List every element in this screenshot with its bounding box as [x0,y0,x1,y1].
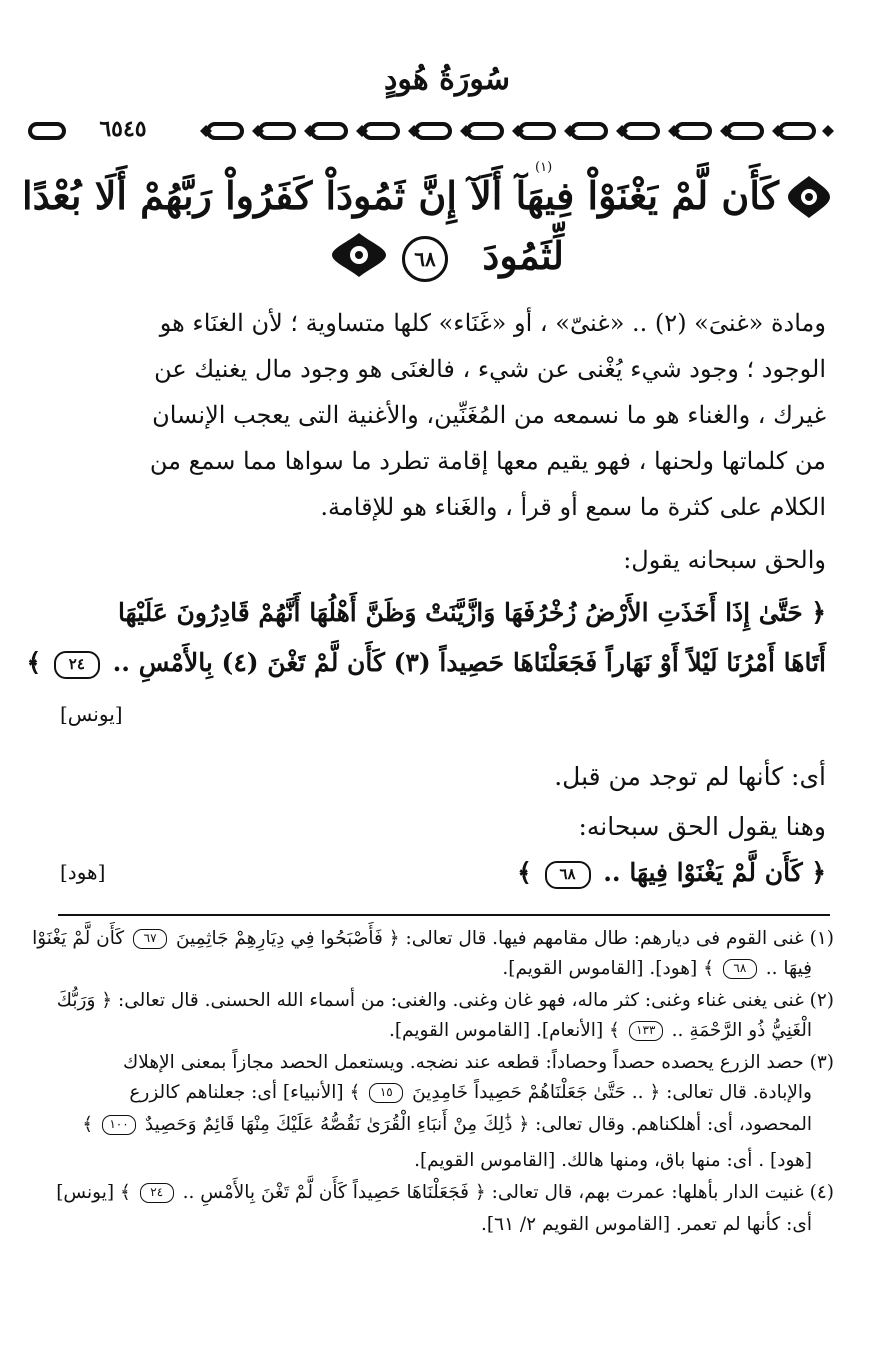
footnote-separator [58,914,830,916]
verse-footnote-marker: (١) [535,160,553,175]
commentary-paragraph [60,300,826,530]
footnote-ayah-number: ١٥ [369,1083,403,1103]
verse-end-flourish-icon [328,230,390,280]
paragraph-line: غيرك ، والغناء هو ما نسمعه من المُغَنِّين، والأغنية التى يعجب الإنسان [152,401,826,429]
quote1-ayah-number: ٢٤ [54,651,100,679]
quote1-reference: [يونس] [60,702,123,726]
footnote-text: (٢) غنى يغنى غناء وغنى: كثر ماله، فهو غان وغنى. والغنى: من أسماء الله الحسنى. قال تعالى: ﴿ وَرَبُّكَ [56,990,834,1011]
footnote-2-line-1 [48,990,834,1011]
paragraph-line: ومادة «غنىَ» (٢) .. «غنىّ» ، أو «غَنَاء» كلها متساوية ؛ لأن الغنَاء هو [159,309,826,337]
ayah-number: ٦٨ [402,236,448,282]
footnote-3-line-2 [48,1082,812,1103]
footnote-text: [هود] . أى: منها باق، ومنها هالك. [القاموس القويم]. [414,1150,812,1171]
footnote-text: ﴾ [هود]. [القاموس القويم]. [502,958,714,979]
footnote-ayah-number: ٢٤ [140,1183,174,1203]
paragraph-line: من كلماتها ولحنها ، فهو يقيم معها إقامة تطرد ما سواها مما سمع من [149,447,826,475]
verse-ayah-mark [396,236,454,282]
intro-text-2: وهنا يقول الحق سبحانه: [578,812,826,841]
footnote-text: (٣) حصد الزرع يحصده حصداً وحصاداً: قطعه عند نضجه. ويستعمل الحصد مجازاً بمعنى الإهلاك [123,1052,834,1073]
footnote-text: ﴾ [يونس] [56,1182,131,1203]
quote2-reference: [هود] [60,860,106,884]
footnote-3-line-1 [48,1052,834,1073]
quote2-line [517,858,826,889]
footnote-text: أى: كأنها لم تعمر. [القاموس القويم ٢/ ٦١]. [481,1214,812,1235]
quote2-close-bracket: ﴾ [517,858,532,887]
verse-flourish-icon [784,172,834,222]
footnote-text: والإبادة. قال تعالى: ﴿ .. حَتَّىٰ جَعَلْنَاهُمْ حَصِيداً خَامِدِينَ [412,1082,812,1103]
footnote-text: ﴾ [82,1114,94,1135]
footnote-3-line-3 [48,1114,812,1135]
footnote-4-line-2 [48,1214,812,1235]
footnote-text: (١) غنى القوم فى ديارهم: طال مقامهم فيها. قال تعالى: ﴿ فَأَصْبَحُوا فِي دِيَارِهِمْ جَاثِمِينَ [175,928,834,949]
footnote-1-line-1 [32,928,834,949]
quote2-ayah-number: ٦٨ [545,861,591,889]
quote-line-1: ﴿ حَتَّىٰ إِذَا أَخَذَتِ الأَرْضُ زُخْرُفَهَا وَازَّيَّنَتْ وَظَنَّ أَهْلُهَا أَنَّهُمْ قَادِرُونَ عَلَيْهَا [117,598,826,627]
footnote-text: ﴾ [الأنعام]. [القاموس القويم]. [388,1020,620,1041]
footnote-ayah-number: ٦٨ [723,959,757,979]
verse-text-1: كَأَن لَّمْ يَغْنَوْاْ فِيهَآ أَلَآ إِنَّ ثَمُودَاْ كَفَرُواْ رَبَّهُمْ أَلَا بُعْدًا [22,173,779,218]
footnote-text: (٤) غنيت الدار بأهلها: عمرت بهم، قال تعالى: ﴿ فَجَعَلْنَاهَا حَصِيداً كَأَن لَّمْ تَغْنَ بِالأَمْسِ .. [182,1182,834,1203]
explanation-text: أى: كأنها لم توجد من قبل. [554,762,826,791]
footnote-text: كَأَن لَّمْ يَغْنَوْا [32,928,125,949]
footnote-text: ﴾ [الأنبياء] أى: جعلناهم كالزرع [129,1082,361,1103]
paragraph-line: الوجود ؛ وجود شيء يُغْنى عن شيء ، فالغنَى هو وجود مال يغنيك عن [154,355,826,383]
footnote-ayah-number: ٦٧ [133,929,167,949]
verse-line-1 [22,168,779,224]
verse-text-2: لِّثَمُودَ [482,233,564,278]
quote-text-2: أَتَاهَا أَمْرُنَا لَيْلاً أَوْ نَهَاراً فَجَعَلْنَاهَا حَصِيداً (٣) كَأَن لَّمْ تَغْنَ (٤) بِالأَمْسِ .. [112,648,826,677]
paragraph-line: الكلام على كثرة ما سمع أو قرأ ، والغَناء هو للإقامة. [320,493,826,521]
footnote-text: الْغَنِيُّ ذُو الرَّحْمَةِ .. [671,1020,812,1041]
quote-line-2 [26,648,826,679]
footnote-1-line-2 [48,958,812,979]
quote2-text: ﴿ كَأَن لَّمْ يَغْنَوْا فِيهَا .. [603,858,826,887]
footnote-2-line-2 [48,1020,812,1041]
footnote-ayah-number: ١٠٠ [102,1115,136,1135]
footnote-text: فِيهَا .. [765,958,812,979]
footnote-3-line-4 [48,1150,812,1171]
quote1-close-bracket: ﴾ [26,648,42,677]
intro-text: والحق سبحانه يقول: [623,546,826,574]
footnote-text: المحصود، أى: أهلكناهم. وقال تعالى: ﴿ ذَٰلِكَ مِنْ أَنبَاءِ الْقُرَىٰ نَقُصُّهُ عَلَيْكَ مِنْهَا قَائِمٌ وَحَصِيدٌ [144,1114,812,1135]
page-number: ٦٥٤٥ [68,112,178,146]
footnote-4-line-1 [48,1182,834,1203]
surah-title: سُورَةُ هُودٍ [384,62,510,97]
footnote-ayah-number: ١٣٣ [629,1021,663,1041]
